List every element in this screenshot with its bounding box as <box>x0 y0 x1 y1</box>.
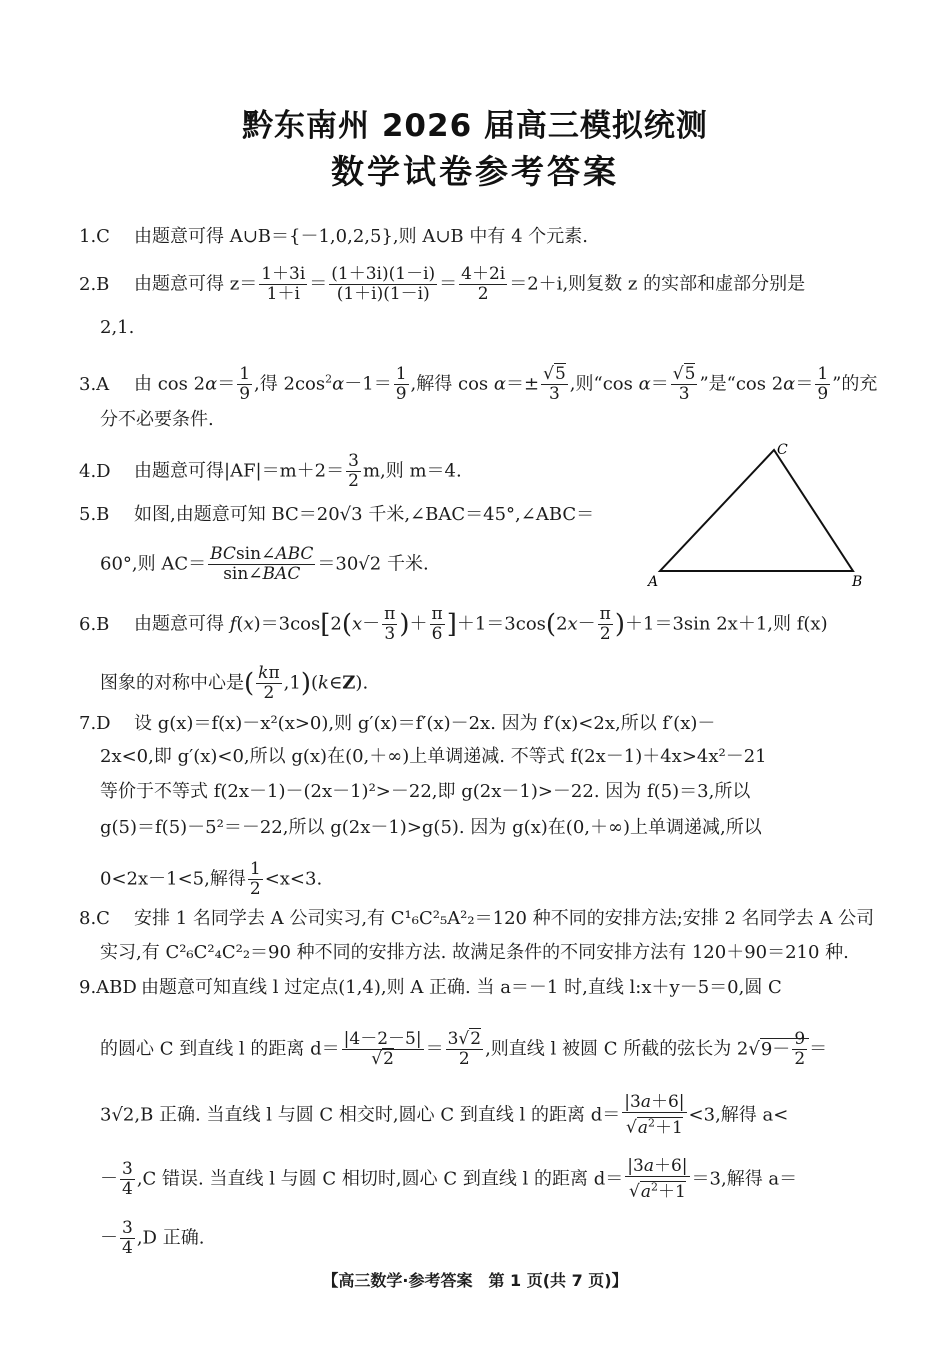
page-title-line1: 黔东南州 2026 届高三模拟统测 <box>242 108 708 144</box>
answer-text: 由题意可得 A∪B＝{－1,0,2,5},则 A∪B 中有 4 个元素. <box>134 226 588 247</box>
answer-2-continued: 2,1. <box>100 317 135 338</box>
answer-text: 的圆心 C 到直线 l 的距离 d＝ <box>100 1038 340 1060</box>
answer-text: ,D 正确. <box>136 1227 205 1249</box>
answer-text: 设 g(x)＝f(x)－x²(x>0),则 g′(x)＝f′(x)－2x. 因为 f′(x)<2x,所以 f′(x)－ <box>134 713 716 734</box>
fraction: $\frac{1}{9}$ <box>239 364 251 404</box>
fraction: $\frac{|3a+6|}{√a^2+1}$ <box>627 1156 688 1202</box>
answer-number: 4.D <box>79 460 111 482</box>
fraction: $\frac{\pi}{6}$ <box>431 604 443 644</box>
fraction: $\frac{(1+3i)(1-i)}{(1+i)(1-i)}$ <box>331 264 436 304</box>
answer-text: 图象的对称中心是 <box>100 672 244 694</box>
answer-text: 由题意可得|AF|＝m＋2＝ <box>134 460 345 482</box>
answer-text: ＝30√2 千米. <box>317 553 429 575</box>
page-footer: 【高三数学·参考答案 第 1 页(共 7 页)】 <box>322 1271 628 1290</box>
answer-4 <box>79 452 462 491</box>
answer-number: 2.B <box>79 273 110 295</box>
fraction: $\frac{9}{2}$ <box>794 1029 806 1069</box>
answer-7-line2: 2x<0,即 g′(x)<0,所以 g(x)在(0,＋∞)上单调递减. 不等式 f(2x－1)＋4x>4x²－21 <box>100 746 767 767</box>
vertex-a-label: A <box>648 574 659 588</box>
answer-text: 由题意可得 z＝ <box>134 273 258 295</box>
answer-number: 8.C <box>79 908 110 929</box>
fraction: BCsin∠ABC sin∠BAC <box>210 544 314 584</box>
answer-9-line4: － $\frac{3}{4}$ ,C 错误. 当直线 l 与圆 C 相切时,圆心 C 到直线 l 的距离 d＝ $\frac{|3a+6|}{√a^2+1}$ ＝3,解得 a＝ <box>100 1156 798 1202</box>
answer-number: 1.C <box>79 226 110 247</box>
answer-text: ＝2＋i,则复数 z 的实部和虚部分别是 <box>509 273 806 295</box>
fraction: $\frac{k\pi}{2}$ <box>258 663 280 703</box>
answer-9-line5: － $\frac{3}{4}$ ,D 正确. <box>100 1218 205 1258</box>
answer-text: 安排 1 名同学去 A 公司实习,有 C¹₆C²₅A²₂＝120 种不同的安排方法;安排 2 名同学去 A 公司 <box>134 908 875 929</box>
answer-7 <box>79 713 715 735</box>
fraction: $\frac{3}{4}$ <box>122 1158 133 1199</box>
fraction: $\frac{1}{9}$ <box>817 364 829 404</box>
fraction: $\frac{3}{2}$ <box>348 451 359 491</box>
answer-text: <3,解得 a< <box>688 1104 789 1126</box>
answer-7-line3: 等价于不等式 f(2x－1)－(2x－1)²>－22,即 g(2x－1)>－22. 因为 f(5)＝3,所以 <box>100 781 751 802</box>
answer-number: 9.ABD <box>79 977 137 998</box>
answer-9-line3 <box>100 1093 788 1138</box>
vertex-b-label: B <box>852 574 863 588</box>
answer-7-line4: g(5)＝f(5)－5²＝－22,所以 g(2x－1)>g(5). 因为 g(x)在(0,＋∞)上单调递减,所以 <box>100 817 762 838</box>
answer-text: 0<2x－1<5,解得 <box>100 868 246 890</box>
answer-3: 3.A 由 cos 2α＝ $\frac{1}{9}$ ,得 $2\cos^2\alpha-1=$ $\frac{1}{9}$ ,解得 cos α＝± $\frac{√5}{3}$ ,则“cos α＝ $\frac{√5}{3}$ ”是“cos 2α＝ $\frac{1}{9}$ ”的充 <box>79 364 878 404</box>
answer-5-continued <box>100 545 429 584</box>
answer-text: ＋1＝3sin 2x＋1,则 f(x) <box>625 613 828 635</box>
answer-number: 7.D <box>79 713 111 734</box>
answer-number: 6.B <box>79 613 110 635</box>
answer-text: m,则 m＝4. <box>362 460 462 482</box>
fraction: $\frac{1}{9}$ <box>395 364 407 404</box>
answer-7-line5 <box>100 860 322 899</box>
fraction: $\frac{3√2}{2}$ <box>447 1029 482 1069</box>
fraction: $\frac{\pi}{3}$ <box>384 604 396 644</box>
vertex-c-label: C <box>777 442 788 458</box>
fraction: $\frac{|3a+6|}{√a^2+1}$ <box>624 1092 685 1138</box>
answer-text: ,C 错误. 当直线 l 与圆 C 相切时,圆心 C 到直线 l 的距离 d＝ <box>136 1168 624 1190</box>
answer-text: 60°,则 AC＝ <box>100 553 207 575</box>
fraction: $\frac{\pi}{2}$ <box>599 604 611 644</box>
fraction: $\frac{3}{4}$ <box>122 1218 133 1258</box>
fraction: $\frac{1}{2}$ <box>249 859 261 899</box>
fraction: $\frac{√5}{3}$ <box>672 364 696 404</box>
fraction: $\frac{|4-2-5|}{√2}$ <box>343 1029 422 1069</box>
answer-9-line2: 的圆心 C 到直线 l 的距离 d＝ $\frac{|4-2-5|}{√2}$ ＝ $\frac{3√2}{2}$ ,则直线 l 被圆 C 所截的弦长为 2√9－ $\frac{9}{2}$ ＝ <box>100 1029 828 1069</box>
answer-3-continued: 分不必要条件. <box>100 409 214 430</box>
triangle-abc <box>660 450 853 571</box>
answer-9 <box>79 977 782 999</box>
answer-text: ”的充 <box>832 373 878 395</box>
page-title-line2: 数学试卷参考答案 <box>331 152 619 191</box>
answer-text: <x<3. <box>264 868 323 890</box>
triangle-figure <box>640 436 870 588</box>
fraction: $\frac{4+2i}{2}$ <box>461 264 506 304</box>
fraction: $\frac{√5}{3}$ <box>543 364 566 404</box>
answer-2: 2.B 由题意可得 z＝ $\frac{1+3i}{1+i}$ ＝ $\frac{(1+3i)(1-i)}{(1+i)(1-i)}$ ＝ $\frac{4+2i}{2}$ ＝2＋i,则复数 z 的实部和虚部分别是 <box>79 264 806 304</box>
answer-5 <box>79 504 594 526</box>
answer-8 <box>79 908 874 930</box>
fraction: $\frac{1+3i}{1+i}$ <box>261 264 306 304</box>
answer-6: 6.B 由题意可得 f(x)＝3cos[2(x－ $\frac{\pi}{3}$ )＋ $\frac{\pi}{6}$ ]＋1＝3cos(2x－ $\frac{\pi}{2}$ )＋1＝3sin 2x＋1,则 f(x) <box>79 604 828 644</box>
answer-text: 如图,由题意可知 BC＝20√3 千米,∠BAC＝45°,∠ABC＝ <box>134 504 595 525</box>
answer-text: 由题意可知直线 l 过定点(1,4),则 A 正确. 当 a＝－1 时,直线 l:x＋y－5＝0,圆 C <box>141 977 782 998</box>
answer-1 <box>79 226 588 248</box>
answer-number: 3.A <box>79 373 110 395</box>
answer-number: 5.B <box>79 504 110 525</box>
answer-text: ＝3,解得 a＝ <box>691 1168 798 1190</box>
answer-text: ,则直线 l 被圆 C 所截的弦长为 2 <box>485 1038 749 1060</box>
answer-text: 3√2,B 正确. 当直线 l 与圆 C 相交时,圆心 C 到直线 l 的距离 d＝ <box>100 1104 621 1126</box>
answer-6-continued: 图象的对称中心是( $\frac{k\pi}{2}$ ,1)(k∈Z). <box>100 663 369 703</box>
answer-8-line2: 实习,有 C²₆C²₄C²₂＝90 种不同的安排方法. 故满足条件的不同安排方法有 120＋90＝210 种. <box>100 942 849 963</box>
